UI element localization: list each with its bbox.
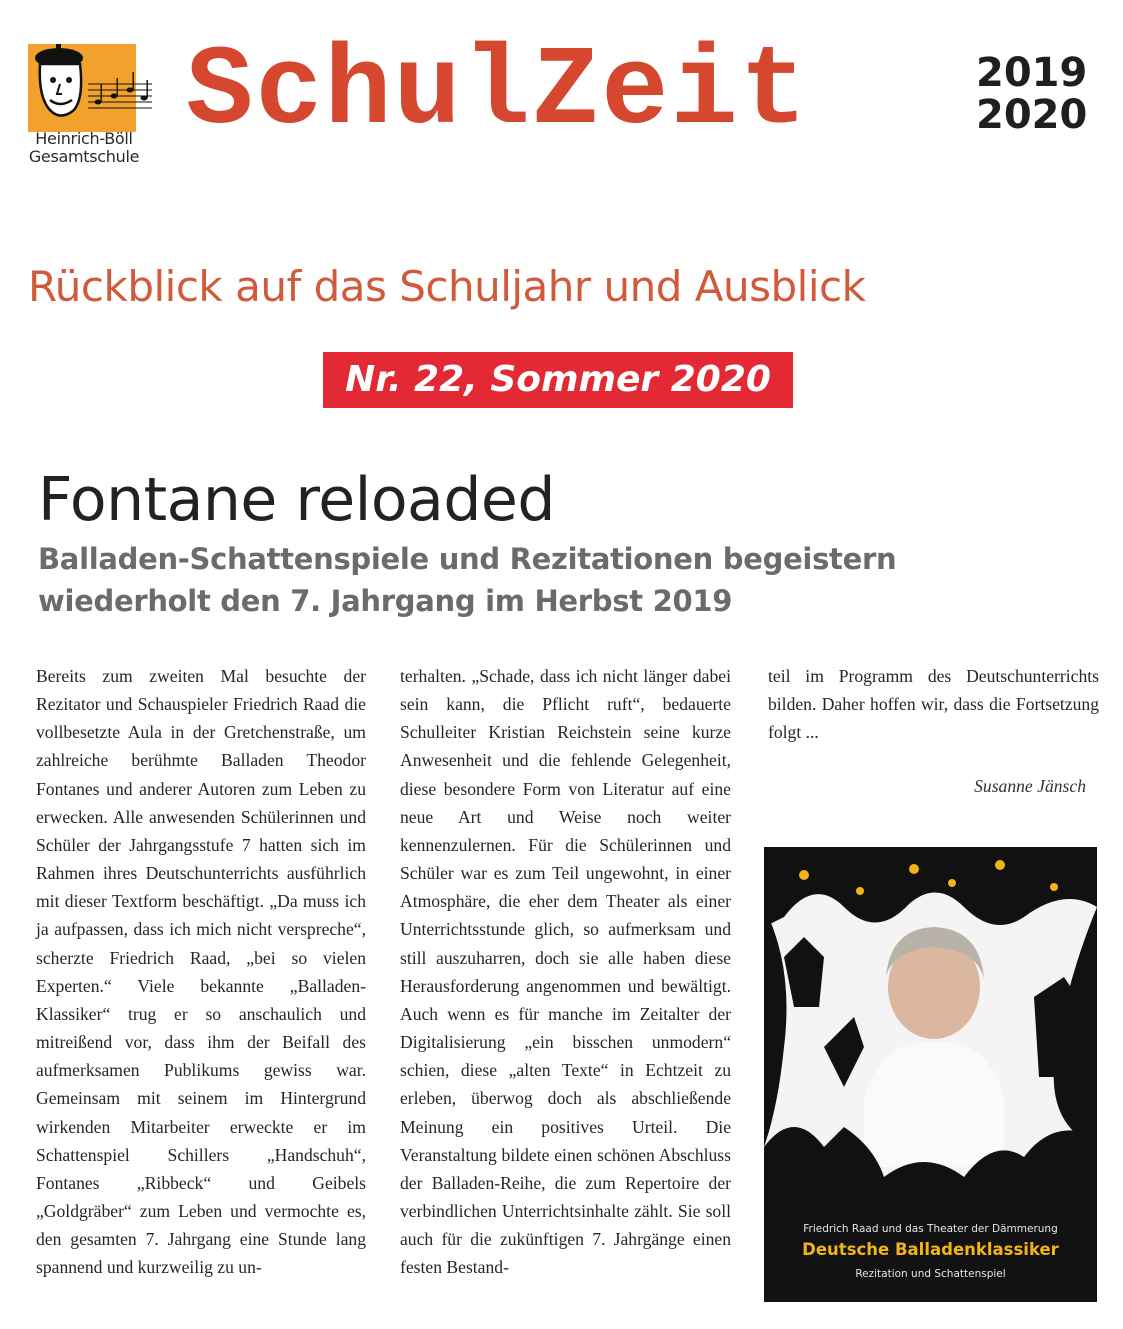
event-poster [764, 847, 1097, 1302]
article-column-2 [400, 662, 731, 1281]
school-years [976, 52, 1087, 136]
masthead-title: SchulZeit [186, 29, 809, 156]
school-type-line: Gesamtschule [28, 147, 140, 166]
article-paragraph: Bereits zum zweiten Mal besuchte der Rezitator und Schauspieler Friedrich Raad die vollbesetzte Aula in der Gretchenstraße, um zahlreiche berühmte Balladen Theodor Fontanes und anderer Autoren zum Leben zu erwecken. Alle anwesenden Schülerinnen und Schüler der Jahrgangsstufe 7 hatten sich im Rahmen ihres Deutschunterrichts ausführlich mit dieser Textform beschäftigt. „Da muss ich ja aufpassen, dass ich mich nicht verspreche“, scherzte Friedrich Raad, „bei so vielen Experten.“ Viele bekannte „Balladen-Klassiker“ trug er so anschaulich und mitreißend vor, dass ihm der Beifall des aufmerksamen Publikums gewiss war. Gemeinsam mit seinem im Hintergrund wirkenden Mitarbeiter erweckte er im Schattenspiel Schillers „Handschuh“, Fontanes „Ribbeck“ und Geibels „Goldgräber“ zum Leben und vermochte es, den gesamten 7. Jahrgang eine Stunde lang spannend und kurzweilig zu un- [36, 666, 366, 1278]
school-name [26, 130, 142, 166]
article-paragraph: terhalten. „Schade, dass ich nicht länger dabei sein kann, die Pflicht ruft“, bedauerte Schulleiter Kristian Reichstein seine kurze Anwesenheit und die fehlende Gelegenheit, diese besondere Form von Literatur auf eine neue Art und Weise noch weiter kennenzulernen. Für die Schülerinnen und Schüler war es zum Teil ungewohnt, in einer Atmosphäre, die eher dem Theater als einer Unterrichtsstunde glich, so aufmerksam und still auszuharren, doch sie alle haben diese Herausforderung angenommen und bewältigt. Auch wenn es für manche im Zeitalter der Digitalisierung „ein bisschen unmodern“ schien, diese „alten Texte“ in Echtzeit zu erleben, überwog doch als abschließende Meinung ein positives Urteil. Die Veranstaltung bildete einen schönen Abschluss der Balladen-Reihe, die zum Repertoire der verbindlichen Unterrichtsinhalte zählt. Sie soll auch für die zukünftigen 7. Jahrgänge einen festen Bestand- [400, 666, 731, 1278]
article-title: Fontane reloaded [38, 465, 555, 535]
smiling-face-with-beret-and-music-notes-icon [26, 40, 156, 132]
year-top: 2019 [976, 50, 1088, 96]
article-column-3 [768, 662, 1099, 746]
poster-title: Deutsche Balladenklassiker [802, 1240, 1059, 1259]
poster-subtitle: Rezitation und Schattenspiel [855, 1268, 1006, 1280]
article-column-1 [36, 662, 366, 1281]
article-paragraph: teil im Programm des Deutschunterrichts bilden. Daher hoffen wir, dass die Fortsetzung folgt ... [768, 666, 1099, 743]
poster-credit: Friedrich Raad und das Theater der Dämmerung [803, 1223, 1058, 1235]
issue-banner: Nr. 22, Sommer 2020 [323, 352, 793, 408]
newsletter-subtitle: Rückblick auf das Schuljahr und Ausblick [28, 262, 866, 311]
article-deck: Balladen-Schattenspiele und Rezitationen begeistern wiederholt den 7. Jahrgang im Herbst 2019 [38, 542, 897, 618]
article-author: Susanne Jänsch [974, 776, 1086, 796]
year-bottom: 2020 [976, 92, 1088, 138]
school-name-line: Heinrich-Böll [35, 129, 133, 148]
school-logo [26, 40, 156, 170]
